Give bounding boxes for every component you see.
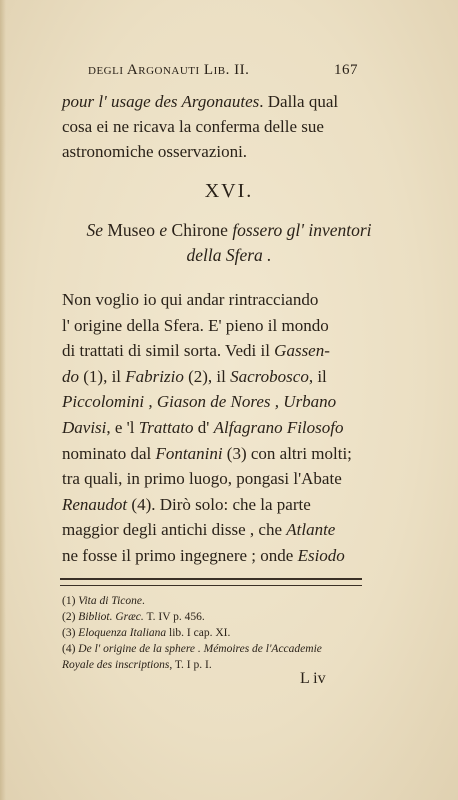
body-line: Renaudot (4). Dirò solo: che la parte (62, 494, 311, 514)
footnote: (2) Bibliot. Græc. T. IV p. 456. (62, 611, 205, 623)
signature-mark: L iv (300, 670, 326, 687)
body-line: ne fosse il primo ingegnere ; onde Esiodo (62, 546, 345, 565)
page-edge-shadow (0, 0, 6, 800)
page-number: 167 (334, 62, 358, 78)
body-line: l' origine della Sfera. E' pieno il mondo (62, 315, 329, 335)
footnote: (4) De l' origine de la sphere . Mémoires de l'Accademie (62, 643, 322, 655)
running-title: degli Argonauti Lib. II. (88, 62, 250, 78)
footnote: (1) Vita di Ticone. (62, 595, 145, 607)
body-line: Non voglio io qui andar rintracciando (62, 290, 319, 309)
text-line: cosa ei ne ricava la conferma delle sue (62, 117, 324, 136)
body-line: maggior degli antichi disse , che Atlante (62, 520, 336, 540)
text-line: pour l' usage des Argonautes. Dalla qual (62, 92, 339, 111)
body-line: do (1), il Fabrizio (2), il Sacrobosco, il (62, 366, 327, 386)
footnote-rule (60, 578, 362, 586)
body-line: Piccolomini , Giason de Nores , Urbano (62, 392, 337, 412)
body-line: di trattati di simil sorta. Vedi il Gassen- (62, 341, 330, 361)
body-line: tra quali, in primo luogo, pongasi l'Abate (62, 469, 342, 489)
footnote: Royale des inscriptions, T. I p. I. (62, 659, 212, 671)
text-line: astronomiche osservazioni. (62, 142, 248, 161)
section-number: XVI. (204, 180, 254, 202)
running-header (78, 62, 358, 84)
footnote: (3) Eloquenza Italiana lib. I cap. XI. (62, 627, 231, 639)
section-title-line: Se Museo e Chirone fossero gl' inventori (86, 220, 372, 240)
body-line: nominato dal Fontanini (3) con altri molti; (62, 443, 352, 463)
section-title-line: della Sfera . (186, 245, 272, 265)
body-line: Davisi, e 'l Trattato d' Alfagrano Filosofo (62, 418, 344, 437)
